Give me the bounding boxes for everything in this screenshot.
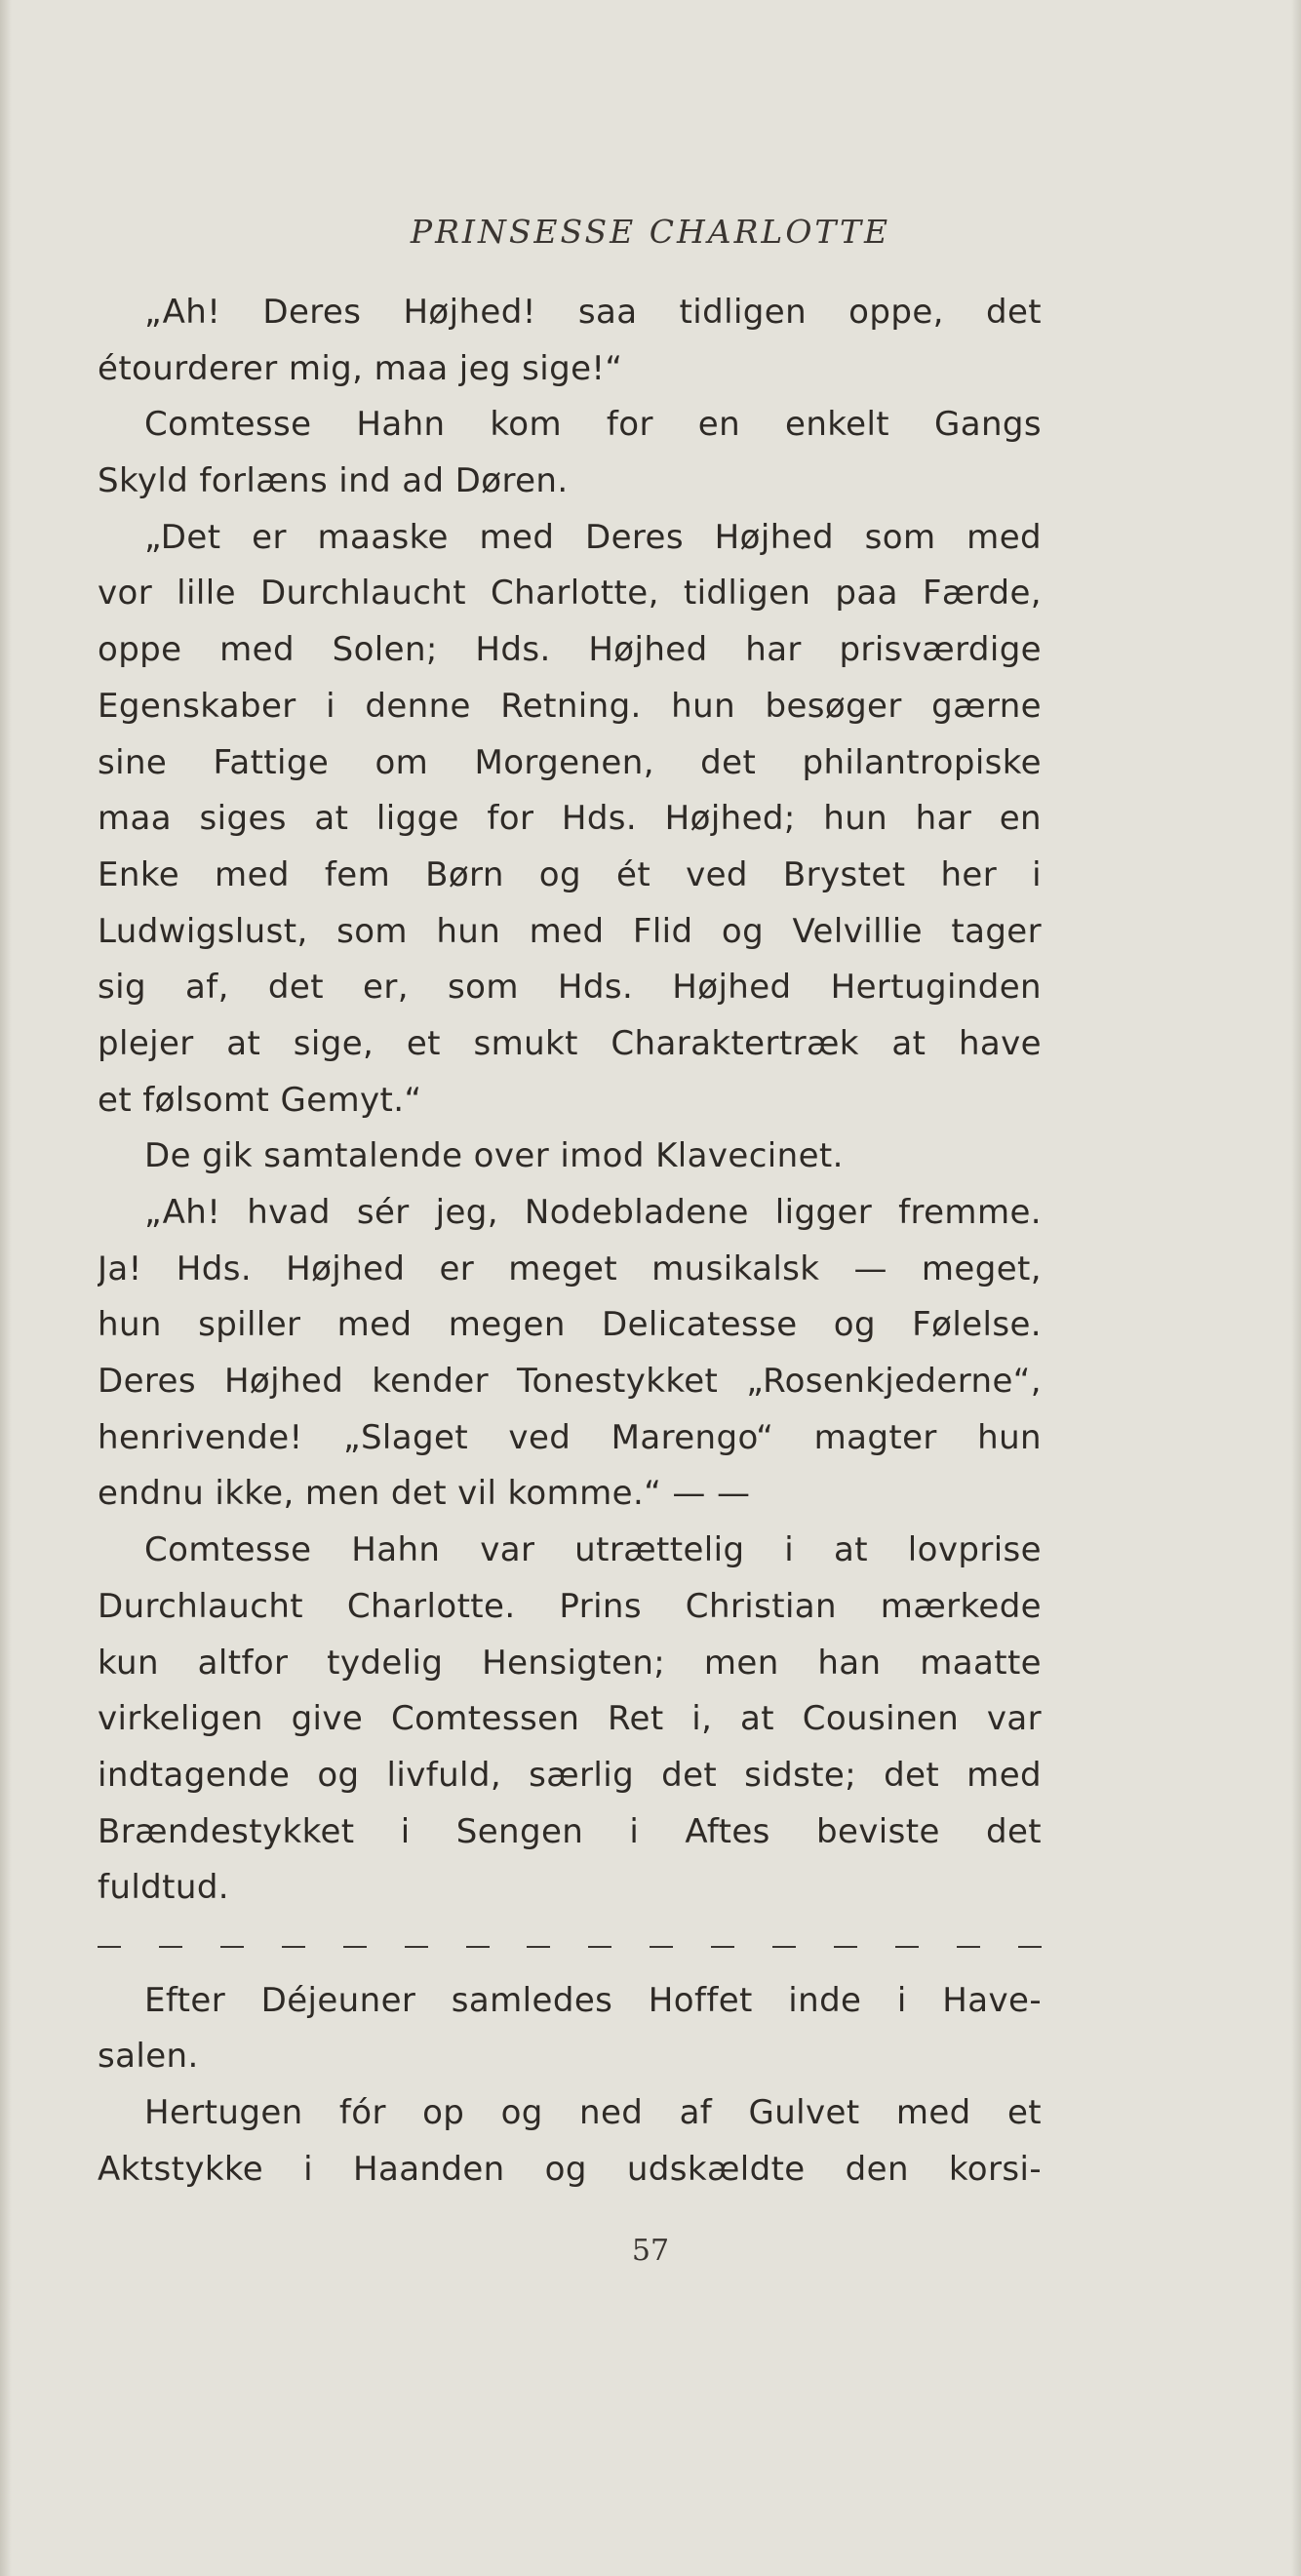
text-line: Comtesse Hahn kom for en enkelt Gangs	[144, 405, 1042, 445]
separator-dash	[220, 1946, 244, 1948]
text-line: vor lille Durchlaucht Charlotte, tidligen paa Færde,	[98, 574, 1042, 614]
text-line: henrivende! „Slaget ved Marengo“ magter hun	[98, 1417, 1042, 1457]
text-line: indtagende og livfuld, særlig det sidste; det med	[98, 1755, 1042, 1795]
section-separator	[98, 1917, 1042, 1973]
text-line: Aktstykke i Haanden og udskældte den korsi-	[98, 2149, 1042, 2189]
page-edge-shadow-right	[1291, 0, 1301, 2576]
separator-dash	[711, 1946, 734, 1948]
separator-dash	[772, 1946, 796, 1948]
text-line: Hertugen fór op og ned af Gulvet med et	[144, 2093, 1042, 2132]
separator-dash	[527, 1946, 550, 1948]
text-line: oppe med Solen; Hds. Højhed har prisværdige	[98, 630, 1042, 670]
text-line: „Ah! Deres Højhed! saa tidligen oppe, det	[144, 293, 1042, 332]
separator-dash	[834, 1946, 857, 1948]
text-line: maa siges at ligge for Hds. Højhed; hun har en	[98, 799, 1042, 839]
text-line: Comtesse Hahn var utrættelig i at lovprise	[144, 1530, 1042, 1570]
page-edge-shadow-left	[0, 0, 12, 2576]
text-line: Efter Déjeuner samledes Hoffet inde i Have-	[144, 1980, 1042, 2020]
text-line: „Ah! hvad sér jeg, Nodebladene ligger fremme.	[144, 1193, 1042, 1232]
text-line: Skyld forlæns ind ad Døren.	[98, 461, 569, 501]
text-line: hun spiller med megen Delicatesse og Følelse.	[98, 1305, 1042, 1345]
text-line: „Det er maaske med Deres Højhed som med	[144, 517, 1042, 557]
text-line: virkeligen give Comtessen Ret i, at Cousinen var	[98, 1699, 1042, 1739]
separator-dash	[282, 1946, 305, 1948]
separator-dash	[343, 1946, 367, 1948]
text-line: Brændestykket i Sengen i Aftes beviste det	[98, 1811, 1042, 1851]
text-line: sig af, det er, som Hds. Højhed Hertuginden	[98, 968, 1042, 1008]
text-line: salen.	[98, 2037, 199, 2077]
text-line: Deres Højhed kender Tonestykket „Rosenkjederne“,	[98, 1362, 1042, 1402]
separator-dash	[650, 1946, 673, 1948]
separator-dash	[1018, 1946, 1042, 1948]
separator-dash	[159, 1946, 182, 1948]
separator-dash	[466, 1946, 490, 1948]
text-line: plejer at sige, et smukt Charaktertræk at have	[98, 1023, 1042, 1063]
text-line: endnu ikke, men det vil komme.“ — —	[98, 1474, 751, 1514]
body-lines-after-separator	[98, 1973, 1042, 2199]
text-line: kun altfor tydelig Hensigten; men han maatte	[98, 1643, 1042, 1683]
text-line: et følsomt Gemyt.“	[98, 1080, 422, 1120]
separator-dash	[895, 1946, 919, 1948]
text-line: sine Fattige om Morgenen, det philantropiske	[98, 742, 1042, 782]
separator-dash	[98, 1946, 121, 1948]
running-title: PRINSESSE CHARLOTTE	[410, 213, 891, 251]
text-line: Egenskaber i denne Retning. hun besøger gærne	[98, 686, 1042, 726]
separator-dash	[405, 1946, 428, 1948]
text-line: Ludwigslust, som hun med Flid og Velvillie tager	[98, 911, 1042, 951]
text-line: Durchlaucht Charlotte. Prins Christian mærkede	[98, 1586, 1042, 1626]
text-line: De gik samtalende over imod Klavecinet.	[144, 1136, 844, 1176]
body-lines-before-separator	[98, 285, 1042, 1917]
separator-dash	[588, 1946, 611, 1948]
text-line: Enke med fem Børn og ét ved Brystet her i	[98, 854, 1042, 894]
separator-dashes	[98, 1946, 1042, 1948]
page-number: 57	[631, 2234, 670, 2268]
text-line: Ja! Hds. Højhed er meget musikalsk — meget,	[98, 1248, 1042, 1288]
text-line: étourderer mig, maa jeg sige!“	[98, 348, 623, 388]
text-line: fuldtud.	[98, 1868, 230, 1908]
body-text	[98, 285, 1042, 2198]
separator-dash	[957, 1946, 980, 1948]
